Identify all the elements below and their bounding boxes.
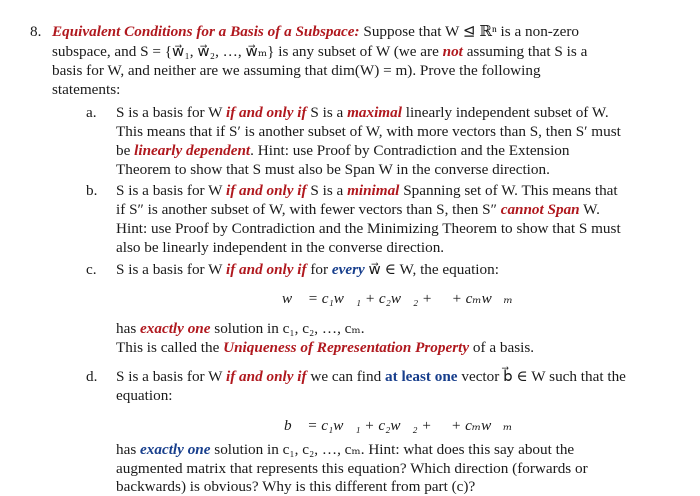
problem-intro-line-1 <box>52 22 579 41</box>
part-d-l3-pre: has <box>116 441 141 458</box>
part-b-l2-pre: if S″ is another subset of W, with fewer vectors than S, then S″ <box>116 201 501 218</box>
part-d-line-3 <box>116 440 574 459</box>
part-a-l3-post: . Hint: use Proof by Contradiction and the Extension <box>250 142 570 159</box>
part-d-line-2: equation: <box>116 387 173 404</box>
part-a-l3-pre: be <box>116 142 135 159</box>
intro-text-2: subspace, and S = {w⃗₁, w⃗₂, …, w⃗ₘ} is any subset of W (we are <box>52 43 443 60</box>
part-d-text: S is a basis for W <box>116 368 226 385</box>
part-a-text-post: linearly independent subset of W. <box>401 104 609 121</box>
intro-text-1: Suppose that W ⊴ ℝⁿ is a non-zero <box>359 23 579 40</box>
part-b-line-2 <box>116 200 600 219</box>
part-c-every: every <box>331 261 365 278</box>
intro-not-emphasis: not <box>442 43 463 60</box>
part-a-text-mid: S is a <box>306 104 348 121</box>
part-b-label: b. <box>86 182 98 199</box>
part-c-line-3 <box>116 338 534 357</box>
part-b-l2-post: W. <box>579 201 600 218</box>
part-d-text-post: vector b⃗ ∈ W such that the <box>457 368 626 385</box>
part-a-label: a. <box>86 104 97 121</box>
part-a-line-1 <box>116 103 609 122</box>
part-c-line-2 <box>116 319 365 338</box>
part-a-linearly-dependent: linearly dependent <box>134 142 251 159</box>
part-a-line-4: Theorem to show that S must also be Span W in the converse direction. <box>116 161 550 178</box>
part-a-maximal: maximal <box>347 104 402 121</box>
part-b-line-4: also be linearly independent in the converse direction. <box>116 239 445 256</box>
part-b-text: S is a basis for W <box>116 182 226 199</box>
problem-intro-line-3: basis for W, and neither are we assuming that dim(W) = m). Prove the following <box>52 62 541 79</box>
part-d-exactly-one: exactly one <box>140 441 211 458</box>
part-d-line-1 <box>116 367 626 386</box>
part-c-l2-pre: has <box>116 320 141 337</box>
part-a-line-3 <box>116 141 569 160</box>
part-d-label: d. <box>86 368 98 385</box>
part-a-line-2: This means that if S′ is another subset of W, with more vectors than S, then S′ must <box>116 123 621 140</box>
part-c-text-post: w⃗ ∈ W, the equation: <box>364 261 499 278</box>
part-c-l2-post: solution in c₁, c₂, …, cₘ. <box>210 320 365 337</box>
part-c-equation: w⃗ = c₁w⃗₁ + c₂w⃗₂ + ⋯ + cₘw⃗ₘ <box>282 290 513 307</box>
part-b-iff: if and only if <box>225 182 307 199</box>
part-d-line-5: backwards) is obvious? Why is this different from part (c)? <box>116 478 476 495</box>
part-b-line-3: Hint: use Proof by Contradiction and the Minimizing Theorem to show that S must <box>116 220 621 237</box>
part-b-text-post: Spanning set of W. This means that <box>399 182 618 199</box>
problem-intro-line-2 <box>52 42 587 61</box>
part-c-iff: if and only if <box>225 261 307 278</box>
part-d-iff: if and only if <box>225 368 307 385</box>
part-c-label: c. <box>86 261 97 278</box>
part-d-line-4: augmented matrix that represents this equation? Which direction (forwards or <box>116 460 588 477</box>
part-d-l3-post: solution in c₁, c₂, …, cₘ. Hint: what does this say about the <box>210 441 575 458</box>
problem-title: Equivalent Conditions for a Basis of a Subspace: <box>52 23 360 40</box>
part-c-l3-post: of a basis. <box>469 339 535 356</box>
part-b-minimal: minimal <box>347 182 400 199</box>
part-d-equation: b⃗ = c₁w⃗₁ + c₂w⃗₂ + ⋯ + cₘw⃗ₘ <box>284 417 513 434</box>
part-c-text-mid: for <box>306 261 332 278</box>
problem-number: 8. <box>30 23 42 40</box>
part-b-line-1 <box>116 181 618 200</box>
part-c-line-1 <box>116 260 499 279</box>
intro-text-3: assuming that S is a <box>462 43 588 60</box>
part-b-text-mid: S is a <box>306 182 348 199</box>
part-d-text-mid: we can find <box>306 368 385 385</box>
part-b-cannot-span: cannot Span <box>500 201 580 218</box>
problem-intro-line-4: statements: <box>52 81 121 98</box>
part-c-l3-pre: This is called the <box>116 339 224 356</box>
part-c-exactly-one: exactly one <box>140 320 211 337</box>
part-c-uniqueness-property: Uniqueness of Representation Property <box>223 339 470 356</box>
part-a-text: S is a basis for W <box>116 104 226 121</box>
part-d-at-least-one: at least one <box>385 368 458 385</box>
part-c-text: S is a basis for W <box>116 261 226 278</box>
part-a-iff: if and only if <box>225 104 307 121</box>
